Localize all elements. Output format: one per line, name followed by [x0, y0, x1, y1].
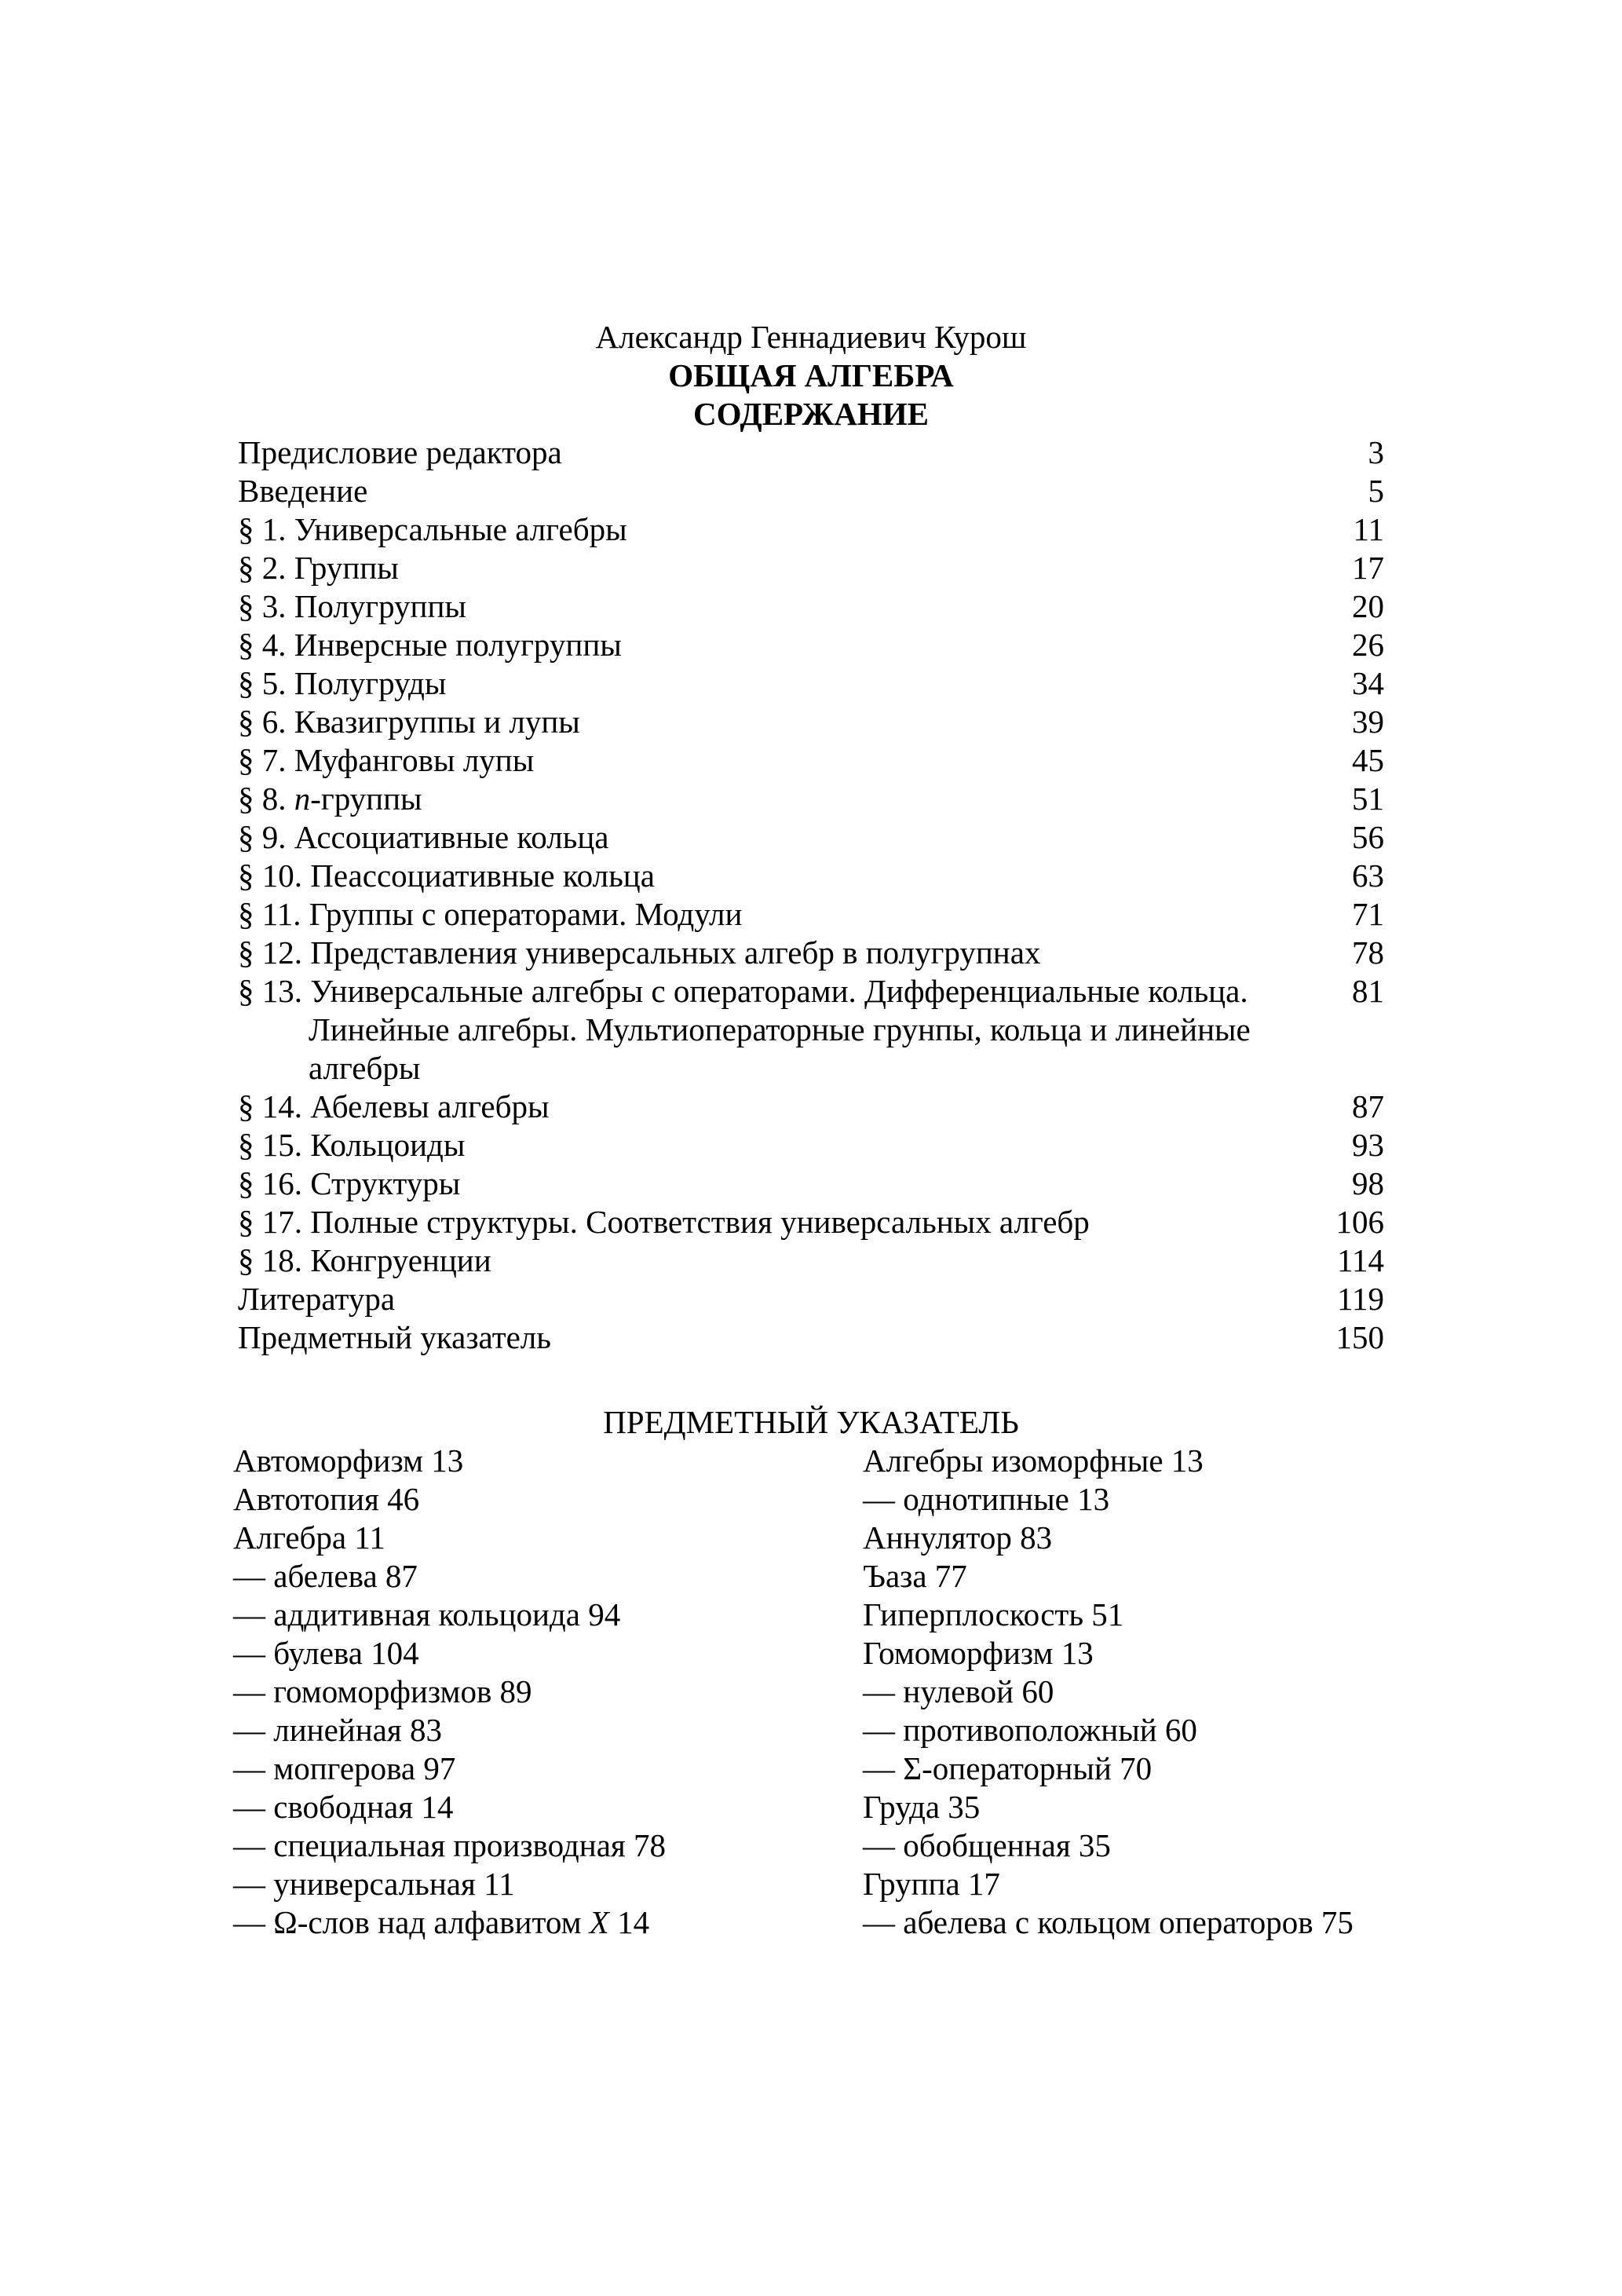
index-entry: — свободная 14 — [233, 1789, 454, 1825]
toc-entry-page: 78 — [1352, 934, 1384, 971]
toc-entry — [238, 741, 1384, 780]
index-entry: Группа 17 — [863, 1866, 1000, 1902]
index-entry — [233, 1903, 830, 1942]
index-entry: Алгебра 11 — [233, 1519, 385, 1556]
index-entry: — обобщенная 35 — [863, 1827, 1111, 1863]
toc-entry-title-suffix: -группы — [310, 781, 422, 817]
toc-entry-page: 71 — [1352, 896, 1384, 932]
index-entry: — абелева с кольцом операторов 75 — [863, 1904, 1353, 1940]
index-entry: — специальная производная 78 — [233, 1827, 667, 1863]
toc-entry-page: 87 — [1352, 1088, 1384, 1124]
toc-entry-page: 34 — [1352, 665, 1384, 701]
toc-entry — [238, 664, 1384, 703]
toc-entry — [238, 780, 1384, 818]
toc-entry-title: § 12. Представления универсальных алгебр в полугрупнах — [238, 934, 1041, 971]
toc-entry-page: 3 — [1368, 434, 1384, 470]
toc-entry — [238, 626, 1384, 664]
toc-entry — [238, 433, 1384, 472]
toc-entry-title: § 10. Пеассоциативные кольца — [238, 857, 655, 894]
toc-entry — [238, 1164, 1384, 1203]
toc-entry-page: 11 — [1353, 511, 1384, 547]
book-title: ОБЩАЯ АЛГЕБРА — [668, 357, 954, 393]
index-entry: Ъаза 77 — [863, 1558, 967, 1594]
index-column-right — [863, 1442, 1554, 1942]
toc-entry-title: § 5. Полугруды — [238, 665, 447, 701]
index-entry: Автоморфизм 13 — [233, 1442, 464, 1479]
toc-entry — [238, 1203, 1384, 1241]
index-entry: — универсальная 11 — [233, 1866, 515, 1902]
index-heading: ПРЕДМЕТНЫЙ УКАЗАТЕЛЬ — [603, 1404, 1019, 1440]
toc-entry-title: § 11. Группы с операторами. Модули — [238, 896, 743, 932]
index-entry: — булева 104 — [233, 1635, 419, 1671]
index-entry-italic: X — [589, 1904, 609, 1940]
toc-entry — [238, 1280, 1384, 1318]
toc-entry-page: 26 — [1352, 627, 1384, 663]
toc-entry — [238, 895, 1384, 934]
toc-entry-title: § 16. Структуры — [238, 1165, 461, 1201]
toc-entry-title: § 13. Универсальные алгебры с операторами. Дифференциальные кольца. Линейные алгебры. Мультиоператорные грунпы, кольца и линейные алгебры — [238, 973, 1251, 1086]
toc-entry-page: 114 — [1337, 1242, 1384, 1278]
toc-entry-page: 81 — [1352, 973, 1384, 1009]
toc-entry-page: 20 — [1352, 588, 1384, 624]
toc-entry — [238, 1126, 1384, 1164]
toc-entry-title-italic: n — [294, 781, 311, 817]
toc-entry-page: 119 — [1337, 1281, 1384, 1317]
index-entry: — Σ-операторный 70 — [863, 1750, 1153, 1786]
toc-entry-title: § 9. Ассоциативные кольца — [238, 819, 609, 855]
toc-entry-page: 17 — [1352, 550, 1384, 586]
toc-entry — [238, 818, 1384, 857]
index-entry-suffix: 14 — [608, 1904, 650, 1940]
toc-entry — [238, 587, 1384, 626]
toc-entry-title: § 14. Абелевы алгебры — [238, 1088, 550, 1124]
toc-entry-page: 45 — [1352, 742, 1384, 778]
toc-entry — [238, 857, 1384, 895]
toc-entry-title-prefix: § 8. — [238, 781, 294, 817]
toc-entry-page: 51 — [1352, 781, 1384, 817]
toc-entry — [238, 1318, 1384, 1357]
toc-entry-page: 39 — [1352, 704, 1384, 740]
index-entry: Аннулятор 83 — [863, 1519, 1053, 1556]
toc-entry-title: Предметный указатель — [238, 1319, 551, 1355]
toc-entry-page: 106 — [1335, 1204, 1384, 1240]
index-entry: — гомоморфизмов 89 — [233, 1673, 532, 1709]
toc-entry-title: Введение — [238, 473, 368, 509]
index-entry: — линейная 83 — [233, 1712, 442, 1748]
contents-heading: СОДЕРЖАНИЕ — [693, 396, 929, 432]
toc-entry — [238, 510, 1384, 549]
toc-entry — [238, 703, 1384, 741]
index-entry: — противоположный 60 — [863, 1712, 1197, 1748]
toc-entry-title: § 17. Полные структуры. Соответствия универсальных алгебр — [238, 1204, 1090, 1240]
index-entry-prefix: — Ω-слов над алфавитом — [233, 1904, 590, 1940]
index-entry: Автотопия 46 — [233, 1481, 420, 1517]
toc-entry-page: 5 — [1368, 473, 1384, 509]
index-entry: Алгебры изоморфные 13 — [863, 1442, 1204, 1479]
toc-entry-title: § 7. Муфанговы лупы — [238, 742, 535, 778]
toc-entry-title: § 2. Группы — [238, 550, 399, 586]
toc-entry — [238, 549, 1384, 587]
index-entry: — однотипные 13 — [863, 1481, 1110, 1517]
toc-entry-title: § 18. Конгруенции — [238, 1242, 491, 1278]
toc-entry-title: § 6. Квазигруппы и лупы — [238, 704, 580, 740]
index-entry: Груда 35 — [863, 1789, 981, 1825]
toc-entry-title: § 15. Кольцоиды — [238, 1127, 466, 1163]
toc-entry-title: § 4. Инверсные полугруппы — [238, 627, 622, 663]
table-of-contents — [238, 433, 1384, 1357]
index-entry: Гомоморфизм 13 — [863, 1635, 1094, 1671]
toc-entry-title: Предисловие редактора — [238, 434, 562, 470]
toc-entry-page: 98 — [1352, 1165, 1384, 1201]
toc-entry — [238, 1088, 1384, 1126]
index-entry: Гиперплоскость 51 — [863, 1596, 1124, 1632]
index-entry: — абелева 87 — [233, 1558, 418, 1594]
toc-entry — [238, 1241, 1384, 1280]
toc-entry-title: Литература — [238, 1281, 396, 1317]
toc-entry-page: 150 — [1335, 1319, 1384, 1355]
author-name: Александр Геннадиевич Курош — [595, 319, 1027, 355]
toc-entry-title: § 3. Полугруппы — [238, 588, 466, 624]
toc-entry — [238, 934, 1384, 972]
toc-entry — [238, 472, 1384, 510]
toc-entry-page: 93 — [1352, 1127, 1384, 1163]
toc-entry-page: 63 — [1352, 857, 1384, 894]
index-entry: — аддитивная кольцоида 94 — [233, 1596, 621, 1632]
index-entry: — мопгерова 97 — [233, 1750, 456, 1786]
index-entry: — нулевой 60 — [863, 1673, 1054, 1709]
index-column-left — [233, 1442, 830, 1942]
toc-entry — [238, 972, 1384, 1088]
toc-entry-title — [238, 780, 1384, 818]
toc-entry-page: 56 — [1352, 819, 1384, 855]
toc-entry-title: § 1. Универсальные алгебры — [238, 511, 627, 547]
